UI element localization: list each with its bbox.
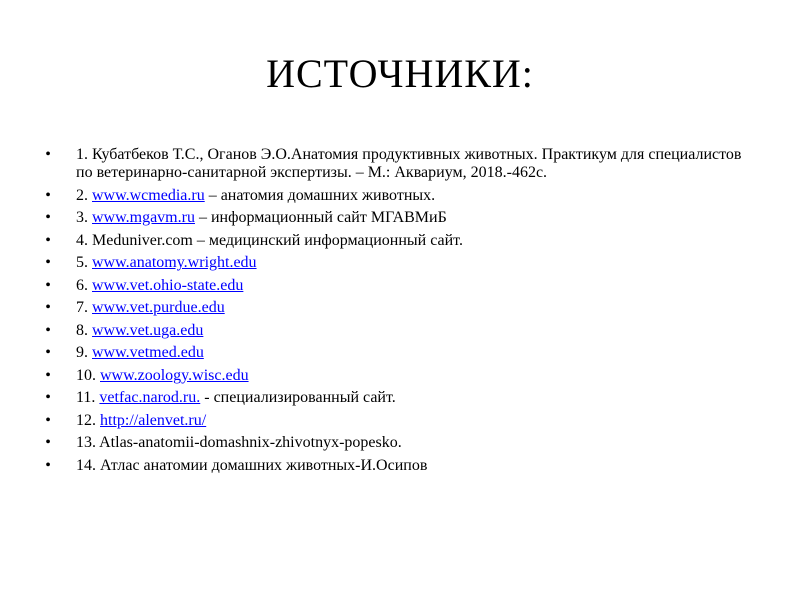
source-description: - специализированный сайт. (200, 389, 396, 406)
source-text: 8. (76, 321, 92, 339)
source-item (40, 412, 760, 430)
bullet-icon: • (45, 321, 51, 339)
source-item (40, 434, 760, 452)
source-item (40, 457, 760, 475)
source-item (40, 322, 760, 340)
bullet-icon: • (45, 146, 51, 163)
source-link[interactable]: www.wcmedia.ru (92, 186, 205, 204)
source-link[interactable]: www.zoology.wisc.edu (100, 366, 249, 384)
source-text: 10. (76, 366, 100, 384)
source-item (40, 146, 760, 182)
source-text: 12. (76, 411, 100, 429)
bullet-icon: • (45, 209, 51, 226)
sources-list (40, 146, 760, 479)
source-link[interactable]: vetfac.narod.ru. (99, 389, 201, 406)
source-link[interactable]: www.vetmed.edu (92, 344, 204, 361)
bullet-icon: • (45, 254, 51, 271)
bullet-icon: • (45, 389, 51, 406)
source-item (40, 389, 760, 407)
source-item (40, 209, 760, 227)
source-link[interactable]: http://alenvet.ru/ (100, 411, 207, 429)
source-text: 4. Meduniver.com – медицинский информационный сайт. (76, 231, 463, 249)
source-link[interactable]: www.vet.uga.edu (92, 321, 204, 339)
source-link[interactable]: www.vet.purdue.edu (92, 299, 225, 316)
source-item (40, 367, 760, 385)
source-link[interactable]: www.vet.ohio-state.edu (92, 276, 244, 294)
source-text: 5. (76, 254, 92, 271)
source-text: 6. (76, 276, 92, 294)
source-link[interactable]: www.mgavm.ru (92, 209, 195, 226)
bullet-icon: • (45, 411, 51, 429)
bullet-icon: • (45, 344, 51, 361)
bullet-icon: • (45, 186, 51, 204)
source-text: 11. (76, 389, 100, 406)
source-text: 7. (76, 299, 92, 316)
source-text: 14. Атлас анатомии домашних животных-И.Осипов (76, 456, 428, 474)
source-text: 1. Кубатбеков Т.С., Оганов Э.О.Анатомия продуктивных животных. Практикум для специалистов по ветеринарно-санитарной экспертизы. – М.: Аквариум, 2018.-462с. (76, 146, 742, 181)
source-item (40, 299, 760, 317)
bullet-icon: • (45, 456, 51, 474)
bullet-icon: • (45, 276, 51, 294)
source-text: 2. (76, 186, 92, 204)
bullet-icon: • (45, 434, 51, 451)
source-text: 13. Atlas-anatomii-domashnix-zhivotnyx-popesko. (76, 434, 402, 451)
bullet-icon: • (45, 299, 51, 316)
source-item (40, 232, 760, 250)
source-description: – информационный сайт МГАВМиБ (194, 209, 447, 226)
source-item (40, 254, 760, 272)
source-text: 9. (76, 344, 92, 361)
bullet-icon: • (45, 231, 51, 249)
slide-title: ИСТОЧНИКИ: (266, 51, 534, 96)
source-text: 3. (76, 209, 92, 226)
source-item (40, 187, 760, 205)
source-description: – анатомия домашних животных. (204, 186, 436, 204)
source-item (40, 344, 760, 362)
source-item (40, 277, 760, 295)
bullet-icon: • (45, 366, 51, 384)
source-link[interactable]: www.anatomy.wright.edu (92, 254, 257, 271)
